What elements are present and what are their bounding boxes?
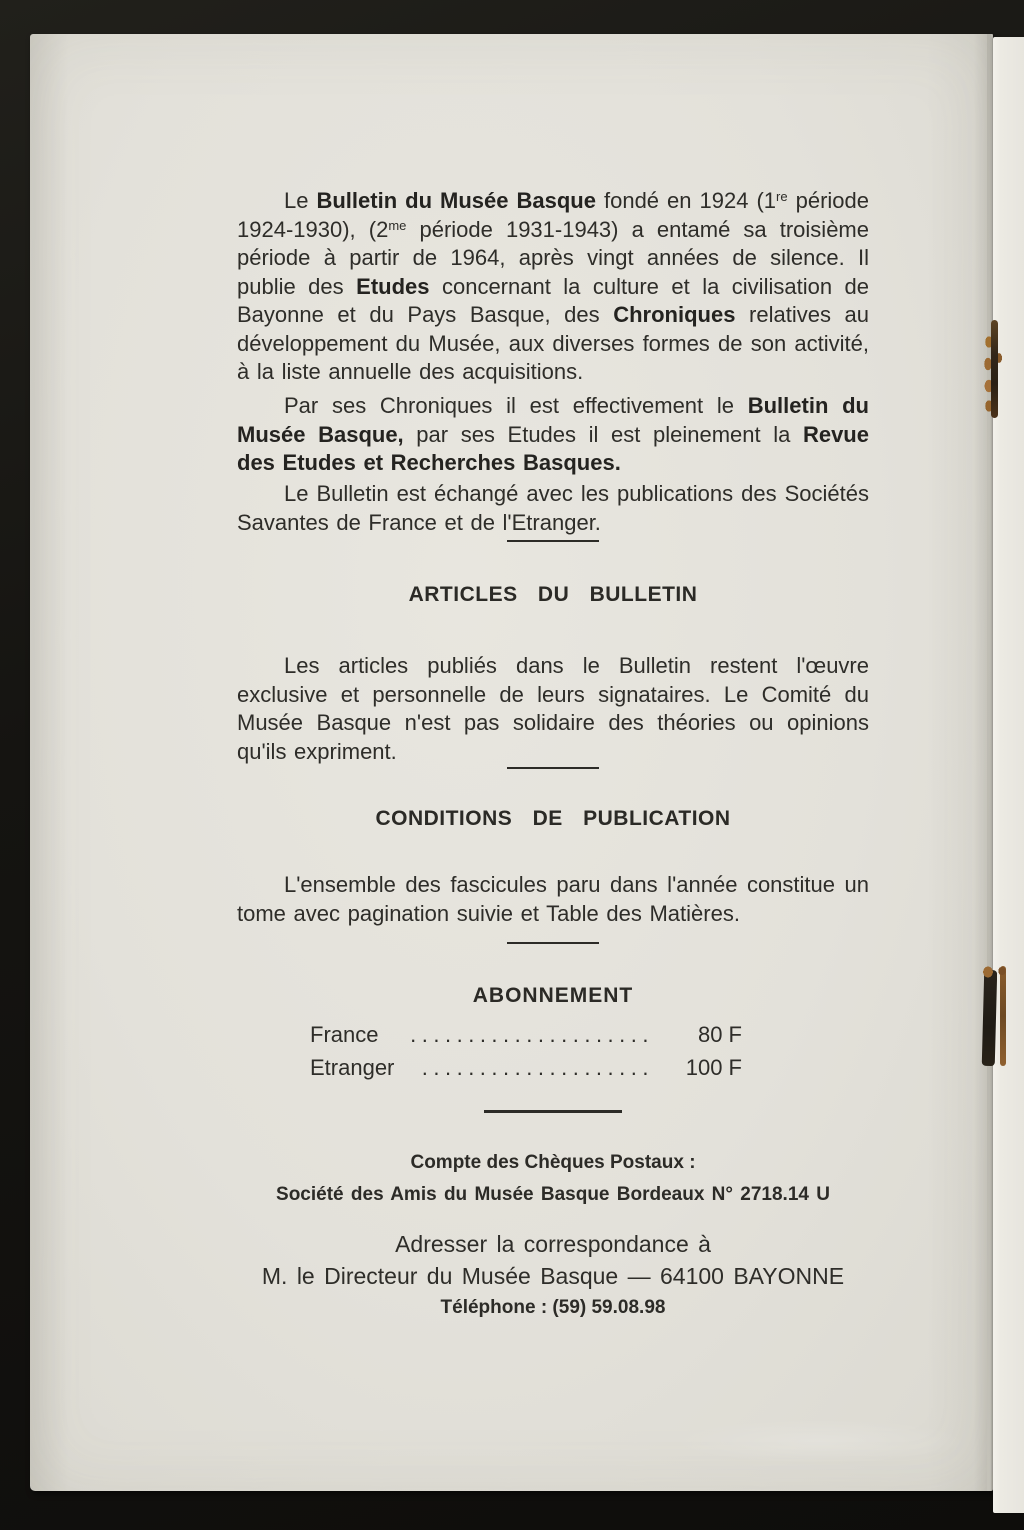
section-divider-3: [237, 931, 869, 949]
book-page: [30, 34, 993, 1491]
section-heading-articles: ARTICLES DU BULLETIN: [408, 583, 698, 606]
dot-leader: .....................: [410, 1022, 654, 1047]
subscription-price: 80 F: [697, 1022, 742, 1047]
binding-crease: [987, 34, 991, 1491]
subscription-row-etranger: [310, 1055, 742, 1081]
adjacent-page-edge: [993, 37, 1024, 1513]
stitch-rust-stain: [980, 964, 1008, 990]
articles-paragraph: Les articles publiés dans le Bulletin restent l'œuvre exclusive et personnelle de leurs signataires. Le Comité du Musée Basque n'est pas solidaire des théories ou opinions qu'ils expriment.: [237, 653, 869, 764]
section-divider-4: [237, 1100, 869, 1118]
conditions-paragraph: L'ensemble des fascicules paru dans l'année constitue un tome avec pagination suivie et Table des Matières.: [237, 872, 869, 926]
divider-rule: [507, 942, 599, 944]
paper-emboss-mark: [670, 1419, 970, 1464]
binding-stitch-bottom: [980, 964, 1008, 1070]
subscription-label: France: [310, 1022, 379, 1047]
telephone-line: Téléphone : (59) 59.08.98: [440, 1297, 666, 1318]
divider-rule: [484, 1110, 622, 1113]
binding-stitch-top: [984, 320, 1003, 418]
director-address-line: M. le Directeur du Musée Basque — 64100 BAYONNE: [261, 1263, 845, 1289]
intro-paragraph: Le Bulletin du Musée Basque fondé en 1924 (1re période 1924-1930), ($2^{me}$ période 1931-1943) a entamé sa troisième période à partir de 1964, après vingt années de silence. Il publie des Etudes concernant la culture et la civilisation de Bayonne et du Pays Basque, des Chroniques relatives au développement du Musée, aux diverses formes de son activité, à la liste annuelle des acquisitions.: [237, 188, 869, 384]
section-divider-1: [237, 529, 869, 547]
section-heading-conditions: CONDITIONS DE PUBLICATION: [375, 807, 731, 830]
postal-account-title: Compte des Chèques Postaux :: [410, 1152, 696, 1173]
subscription-price: 100 F: [685, 1055, 742, 1080]
subscription-label: Etranger: [310, 1055, 395, 1080]
dot-leader: ....................: [421, 1055, 654, 1080]
section-divider-2: [237, 756, 869, 774]
stitch-thread: [991, 320, 998, 418]
exchange-paragraph: Le Bulletin est échangé avec les publications des Sociétés Savantes de France et de l'Etranger.: [237, 481, 869, 535]
correspondence-line: Adresser la correspondance à: [395, 1231, 711, 1257]
section-heading-abonnement: ABONNEMENT: [472, 984, 634, 1007]
divider-rule: [507, 540, 599, 542]
divider-rule: [507, 767, 599, 769]
postal-account-number: Société des Amis du Musée Basque Bordeaux N° 2718.14 U: [276, 1184, 830, 1205]
chroniques-paragraph: Par ses Chroniques il est effectivement le Bulletin du Musée Basque, par ses Etudes il est pleinement la Revue des Etudes et Recherches Basques.: [237, 393, 869, 475]
subscription-row-france: [310, 1022, 742, 1048]
